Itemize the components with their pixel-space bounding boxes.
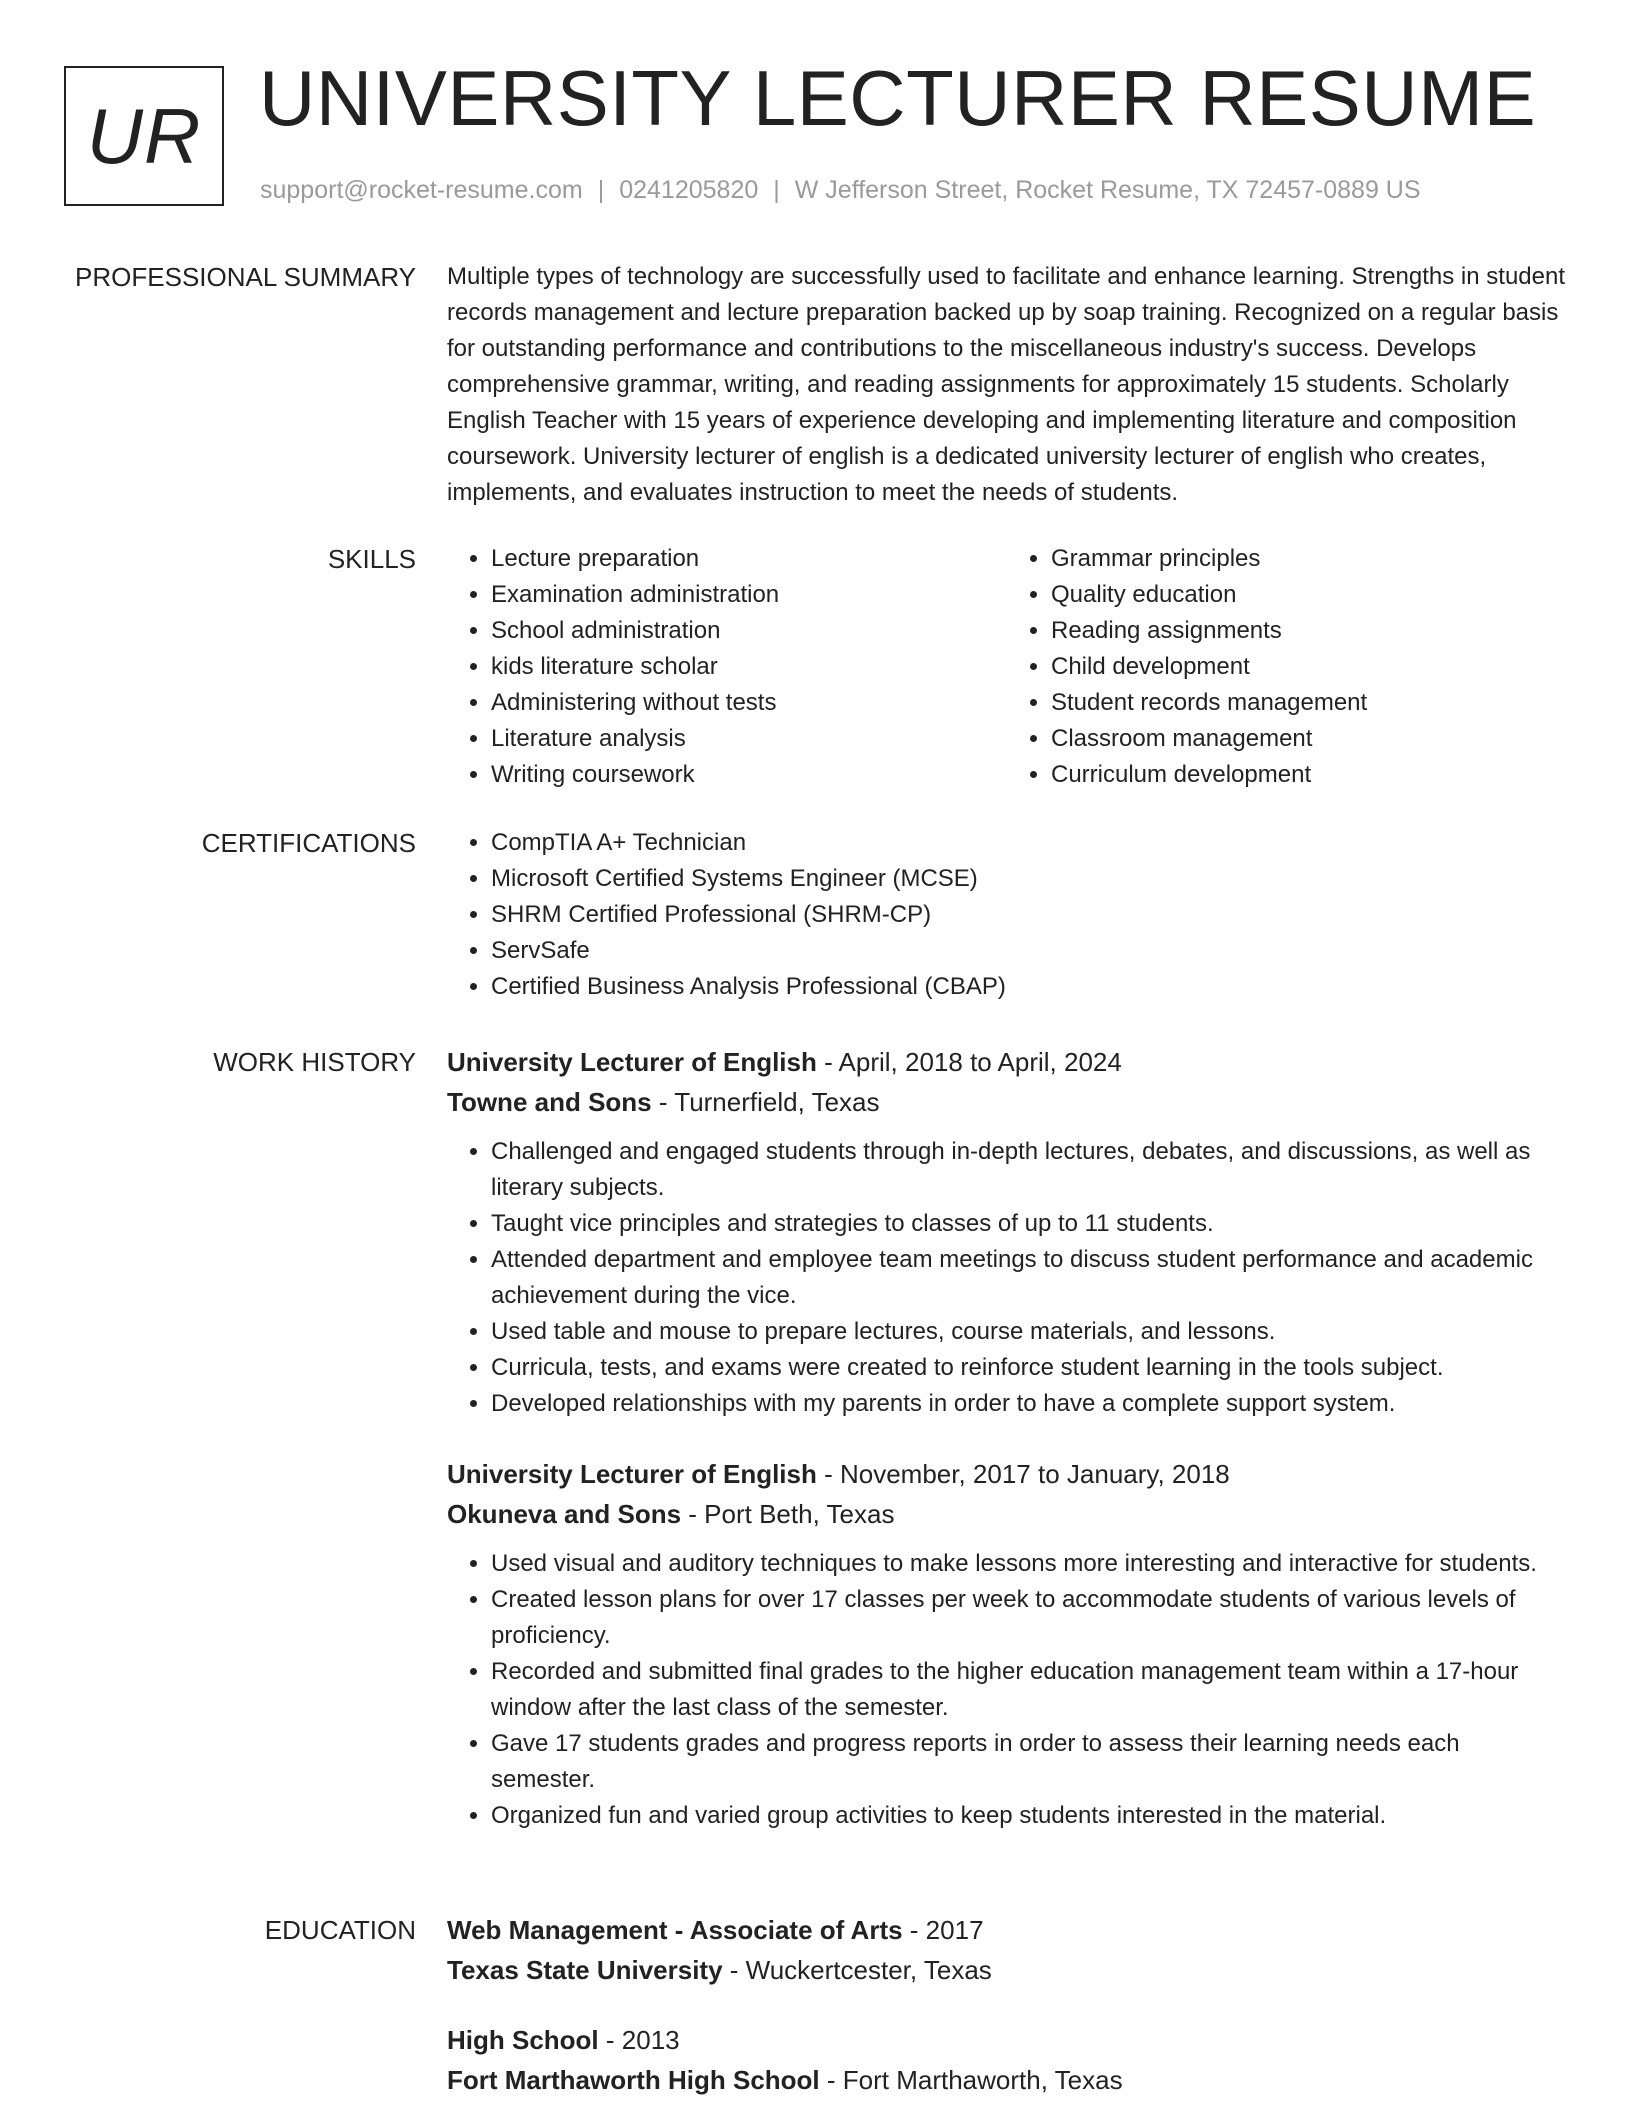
job-bullets <box>447 1134 1567 1422</box>
education-degree-line <box>447 2020 1567 2060</box>
certifications-content <box>447 825 1567 1005</box>
job-company-line <box>447 1082 1567 1122</box>
job-company-line <box>447 1494 1567 1534</box>
job-dates: - November, 2017 to January, 2018 <box>816 1459 1230 1489</box>
skill-item: • Examination administration <box>491 577 1007 613</box>
contact-email[interactable]: support@rocket-resume.com <box>260 176 583 204</box>
job-dates: - April, 2018 to April, 2024 <box>816 1047 1122 1077</box>
summary-text: Multiple types of technology are successfully used to facilitate and enhance learning. Strengths in student records management and lecture preparation backed up by soap training. Recognized on a regular basis for outstanding performance and contributions to the miscellaneous industry's success. Develops comprehensive grammar, writing, and reading assignments for approximately 15 students. Scholarly English Teacher with 15 years of experience developing and implementing literature and composition coursework. University lecturer of english is a dedicated university lecturer of english who creates, implements, and evaluates instruction to meet the needs of students. <box>447 263 1566 506</box>
education-school: Fort Marthaworth High School <box>447 2065 820 2095</box>
skill-item: • Child development <box>1051 649 1567 685</box>
education-content <box>447 1910 1567 2100</box>
section-label: SKILLS <box>327 544 416 574</box>
certification-item: • CompTIA A+ Technician <box>491 825 1567 861</box>
job-bullet: • Created lesson plans for over 17 classes per week to accommodate students of various levels of proficiency. <box>491 1582 1567 1654</box>
skills-list-left <box>447 541 1007 793</box>
job-bullet: • Organized fun and varied group activities to keep students interested in the material. <box>491 1798 1567 1834</box>
certification-item: • ServSafe <box>491 933 1567 969</box>
certifications-list <box>447 825 1567 1005</box>
job-bullet: • Attended department and employee team meetings to discuss student performance and academic achievement during the vice. <box>491 1242 1567 1314</box>
education-school: Texas State University <box>447 1955 723 1985</box>
job-entry <box>447 1454 1567 1834</box>
skill-item: • School administration <box>491 613 1007 649</box>
skill-item: • Writing coursework <box>491 757 1007 793</box>
job-title: University Lecturer of English <box>447 1047 817 1077</box>
skills-columns <box>447 541 1567 793</box>
skill-item: • Student records management <box>1051 685 1567 721</box>
section-label: PROFESSIONAL SUMMARY <box>75 262 416 292</box>
job-title-line <box>447 1042 1567 1082</box>
skill-item: • Classroom management <box>1051 721 1567 757</box>
certification-item: • Microsoft Certified Systems Engineer (MCSE) <box>491 861 1567 897</box>
job-bullet: • Taught vice principles and strategies to classes of up to 11 students. <box>491 1206 1567 1242</box>
skill-item: • Quality education <box>1051 577 1567 613</box>
job-bullet: • Recorded and submitted final grades to the higher education management team within a 17-hour window after the last class of the semester. <box>491 1654 1567 1726</box>
monogram-logo: UR <box>64 66 224 206</box>
section-label: EDUCATION <box>264 1915 416 1945</box>
certification-item: • SHRM Certified Professional (SHRM-CP) <box>491 897 1567 933</box>
skill-item: • Grammar principles <box>1051 541 1567 577</box>
section-label: WORK HISTORY <box>213 1047 416 1077</box>
job-bullet: • Used table and mouse to prepare lectures, course materials, and lessons. <box>491 1314 1567 1350</box>
education-degree-line <box>447 1910 1567 1950</box>
job-company: Towne and Sons <box>447 1087 652 1117</box>
education-year: - 2013 <box>598 2025 680 2055</box>
job-title-line <box>447 1454 1567 1494</box>
job-bullet: • Used visual and auditory techniques to make lessons more interesting and interactive for students. <box>491 1546 1567 1582</box>
contact-address: W Jefferson Street, Rocket Resume, TX 72457-0889 US <box>794 176 1421 204</box>
resume-title: UNIVERSITY LECTURER RESUME <box>259 54 1537 142</box>
skills-list-right <box>1007 541 1567 793</box>
job-location: - Turnerfield, Texas <box>651 1087 880 1117</box>
job-bullets <box>447 1546 1567 1834</box>
job-bullet: • Curricula, tests, and exams were created to reinforce student learning in the tools subject. <box>491 1350 1567 1386</box>
job-entry <box>447 1042 1567 1422</box>
job-bullet: • Gave 17 students grades and progress reports in order to assess their learning needs each semester. <box>491 1726 1567 1798</box>
education-location: - Fort Marthaworth, Texas <box>819 2065 1123 2095</box>
work-history-content <box>447 1042 1567 1834</box>
education-year: - 2017 <box>902 1915 984 1945</box>
education-location: - Wuckertcester, Texas <box>722 1955 992 1985</box>
contact-phone[interactable]: 0241205820 <box>619 176 759 204</box>
job-location: - Port Beth, Texas <box>681 1499 895 1529</box>
skill-item: • Literature analysis <box>491 721 1007 757</box>
skill-item: • kids literature scholar <box>491 649 1007 685</box>
section-label: CERTIFICATIONS <box>201 828 416 858</box>
contact-separator: | <box>773 176 780 204</box>
job-company: Okuneva and Sons <box>447 1499 682 1529</box>
education-entry <box>447 1910 1567 1990</box>
skill-item: • Lecture preparation <box>491 541 1007 577</box>
education-entry <box>447 2020 1567 2100</box>
job-bullet: • Challenged and engaged students through in-depth lectures, debates, and discussions, as well as literary subjects. <box>491 1134 1567 1206</box>
skill-item: • Administering without tests <box>491 685 1007 721</box>
skill-item: • Reading assignments <box>1051 613 1567 649</box>
contact-separator: | <box>597 176 605 204</box>
education-degree: High School <box>447 2025 599 2055</box>
job-bullet: • Developed relationships with my parents in order to have a complete support system. <box>491 1386 1567 1422</box>
education-degree: Web Management - Associate of Arts <box>447 1915 903 1945</box>
education-school-line <box>447 1950 1567 1990</box>
certification-item: • Certified Business Analysis Professional (CBAP) <box>491 969 1567 1005</box>
contact-line <box>260 176 1421 205</box>
education-school-line <box>447 2060 1567 2100</box>
job-title: University Lecturer of English <box>447 1459 817 1489</box>
skill-item: • Curriculum development <box>1051 757 1567 793</box>
